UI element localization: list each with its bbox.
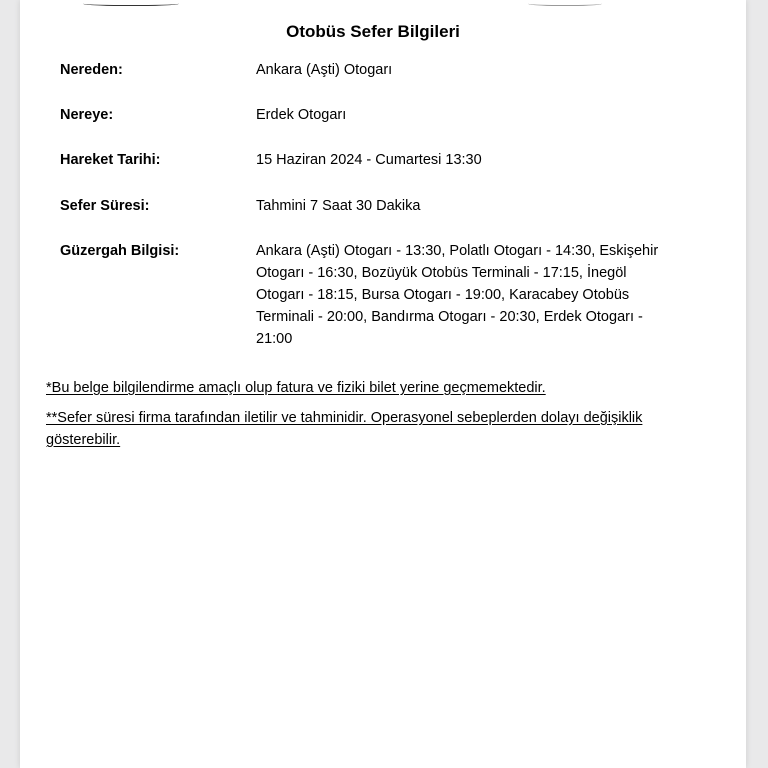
header-logo-fragment xyxy=(528,0,602,6)
origin-value: Ankara (Aşti) Otogarı xyxy=(256,62,393,78)
row-duration xyxy=(60,195,700,240)
row-origin xyxy=(60,59,700,104)
origin-label: Nereden: xyxy=(60,62,123,78)
trip-info-table xyxy=(60,59,700,350)
row-route xyxy=(60,240,700,350)
header-logo-fragment xyxy=(83,0,179,6)
destination-label: Nereye: xyxy=(60,107,114,123)
departure-label: Hareket Tarihi: xyxy=(60,152,161,168)
route-value: Ankara (Aşti) Otogarı - 13:30, Polatlı Otogarı - 14:30, Eskişehir Otogarı - 16:30, Bozüyük Otobüs Terminali - 17:15, İnegöl Otogarı - 18:15, Bursa Otogarı - 19:00, Karacabey Otobüs Terminali - 20:00, Bandırma Otogarı - 20:30, Erdek Otogarı - 21:00 xyxy=(256,243,659,347)
disclaimer-notes xyxy=(46,377,706,459)
duration-value: Tahmini 7 Saat 30 Dakika xyxy=(256,198,421,214)
document-title: Otobüs Sefer Bilgileri xyxy=(286,22,460,41)
row-departure xyxy=(60,149,700,195)
disclaimer-note: *Bu belge bilgilendirme amaçlı olup fatura ve fiziki bilet yerine geçmemektedir. xyxy=(46,380,546,396)
destination-value: Erdek Otogarı xyxy=(256,107,347,123)
departure-value: 15 Haziran 2024 - Cumartesi 13:30 xyxy=(256,152,482,168)
document-page xyxy=(20,0,746,768)
duration-label: Sefer Süresi: xyxy=(60,198,150,214)
row-destination xyxy=(60,104,700,149)
route-label: Güzergah Bilgisi: xyxy=(60,243,180,259)
disclaimer-note: **Sefer süresi firma tarafından iletilir ve tahminidir. Operasyonel sebeplerden dolayı değişiklik gösterebilir. xyxy=(46,410,643,448)
